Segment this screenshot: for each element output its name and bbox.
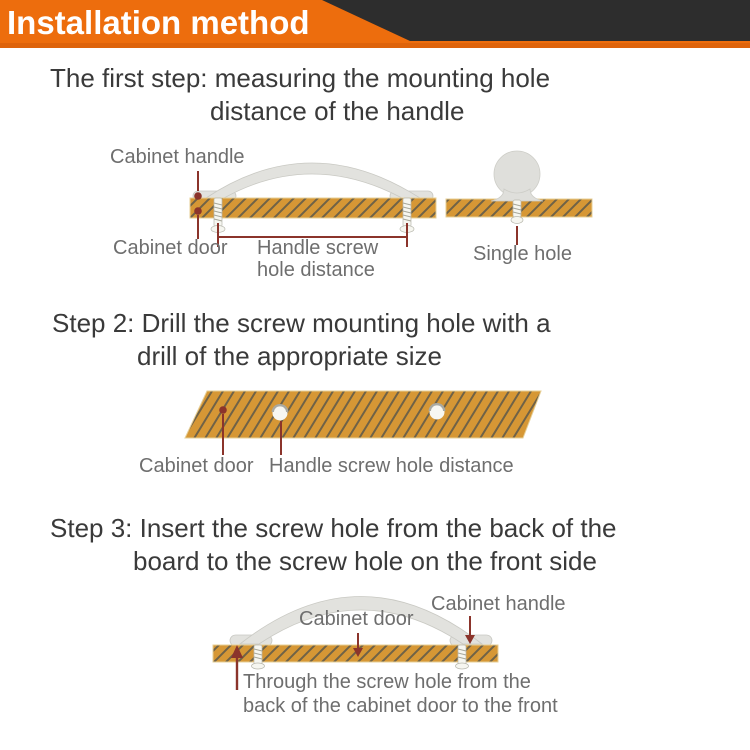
step2-heading-line1: Step 2: Drill the screw mounting hole with a [52,308,551,338]
step1-label-single-hole: Single hole [473,243,572,265]
single-hole-knob-graphic [491,151,543,201]
step1-label-cabinet-handle: Cabinet handle [110,146,245,168]
step2-diagram [0,380,750,495]
step3-label-through-line2: back of the cabinet door to the front [243,695,558,717]
step1-label-cabinet-door: Cabinet door [113,237,228,259]
step1-heading-line1: The first step: measuring the mounting hole [50,63,551,93]
step2-heading-line2: drill of the appropriate size [137,341,442,371]
step3-label-cabinet-door: Cabinet door [299,608,414,630]
step1-heading-line2: distance of the handle [210,96,465,126]
step1-label-screw-distance-line2: hole distance [257,259,375,281]
step3-heading-line2: board to the screw hole on the front side [133,546,597,576]
step3-label-cabinet-handle: Cabinet handle [431,593,566,615]
knob-screw-graphic [511,200,523,224]
step1-label-screw-distance-line1: Handle screw [257,237,379,259]
page-title: Installation method [7,4,310,41]
step2-label-screw-distance: Handle screw hole distance [269,455,514,477]
drilled-board-graphic [185,391,541,438]
step3-heading-line1: Step 3: Insert the screw hole from the back of the [50,513,617,543]
step3-label-through-line1: Through the screw hole from the [243,671,531,693]
cabinet-handle-graphic [193,163,433,201]
cabinet-door-board-graphic [190,198,436,218]
step2-label-cabinet-door: Cabinet door [139,455,254,477]
